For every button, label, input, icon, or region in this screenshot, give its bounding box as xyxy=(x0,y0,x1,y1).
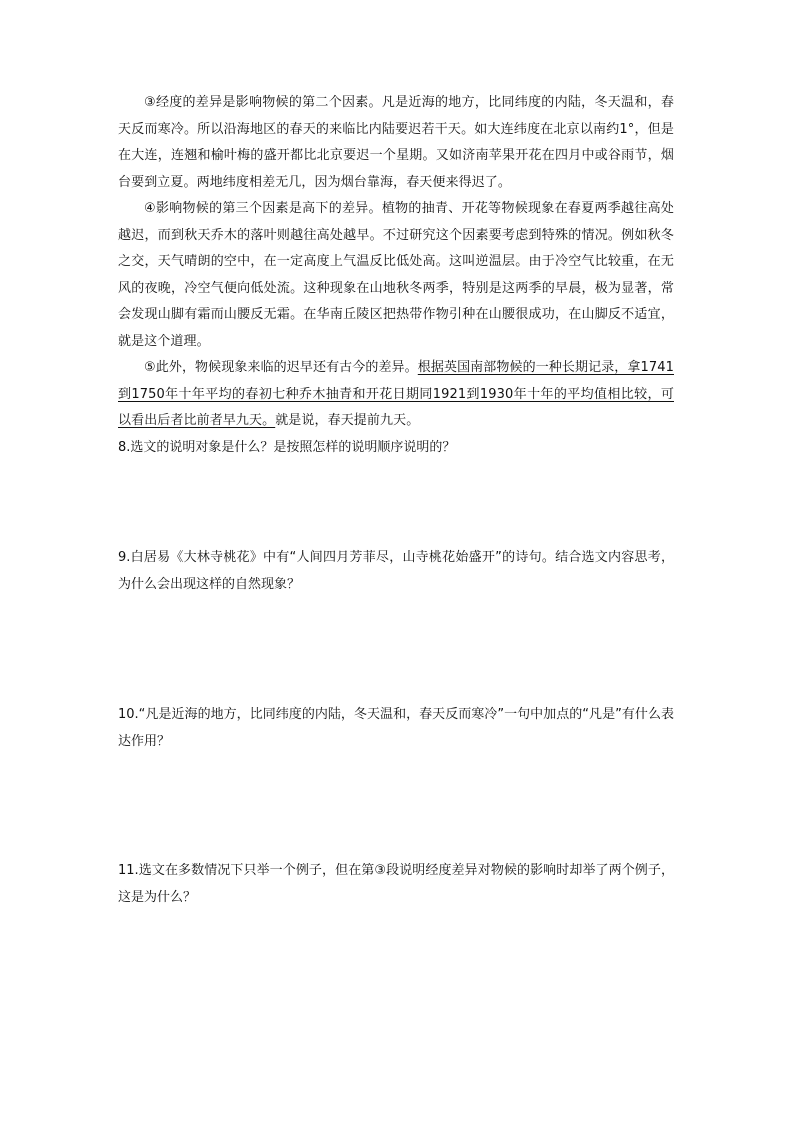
question-9: 9.白居易《大林寺桃花》中有“人间四月芳菲尽，山寺桃花始盛开”的诗句。结合选文内容思考，为什么会出现这样的自然现象？ xyxy=(118,550,674,592)
question-8: 8.选文的说明对象是什么？是按照怎样的说明顺序说明的？ xyxy=(118,439,456,455)
paragraph-5-start: ⑤此外，物候现象来临的迟早还有古今的差异。 xyxy=(144,360,418,375)
paragraph-3: ③经度的差异是影响物候的第二个因素。凡是近海的地方，比同纬度的内陆，冬天温和，春天反而寒冷。所以沿海地区的春天的来临比内陆要迟若干天。如大连纬度在北京以南约1°，但是在大连，连翘和榆叶梅的盛开都比北京要迟一个星期。又如济南苹果开花在四月中或谷雨节，烟台要到立夏。两地纬度相差无几，因为烟台靠海，春天便来得迟了。 xyxy=(118,95,674,190)
question-11: 11.选文在多数情况下只举一个例子，但在第③段说明经度差异对物候的影响时却举了两个例子，这是为什么？ xyxy=(118,863,674,905)
paragraph-5 xyxy=(118,355,674,435)
document-page xyxy=(118,90,674,911)
question-10: 10.“凡是近海的地方，比同纬度的内陆，冬天温和，春天反而寒冷”一句中加点的“凡是”有什么表达作用？ xyxy=(118,707,674,749)
paragraph-5-end: 就是说，春天提前九天。 xyxy=(275,413,420,428)
paragraph-4: ④影响物候的第三个因素是高下的差异。植物的抽青、开花等物候现象在春夏两季越往高处越迟，而到秋天乔木的落叶则越往高处越早。不过研究这个因素要考虑到特殊的情况。例如秋冬之交，天气晴朗的空中，在一定高度上气温反比低处高。这叫逆温层。由于冷空气比较重，在无风的夜晚，冷空气便向低处流。这种现象在山地秋冬两季，特别是这两季的早晨，极为显著，常会发现山脚有霜而山腰反无霜。在华南丘陵区把热带作物引种在山腰很成功，在山脚反不适宜，就是这个道理。 xyxy=(118,201,674,349)
paragraph-5-underlined: 根据英国南部物候的一种长期记录，拿1741到1750年十年平均的春初七种乔木抽青和开花日期同1921到1930年十年的平均值相比较，可以看出后者比前者早九天。 xyxy=(118,360,674,428)
